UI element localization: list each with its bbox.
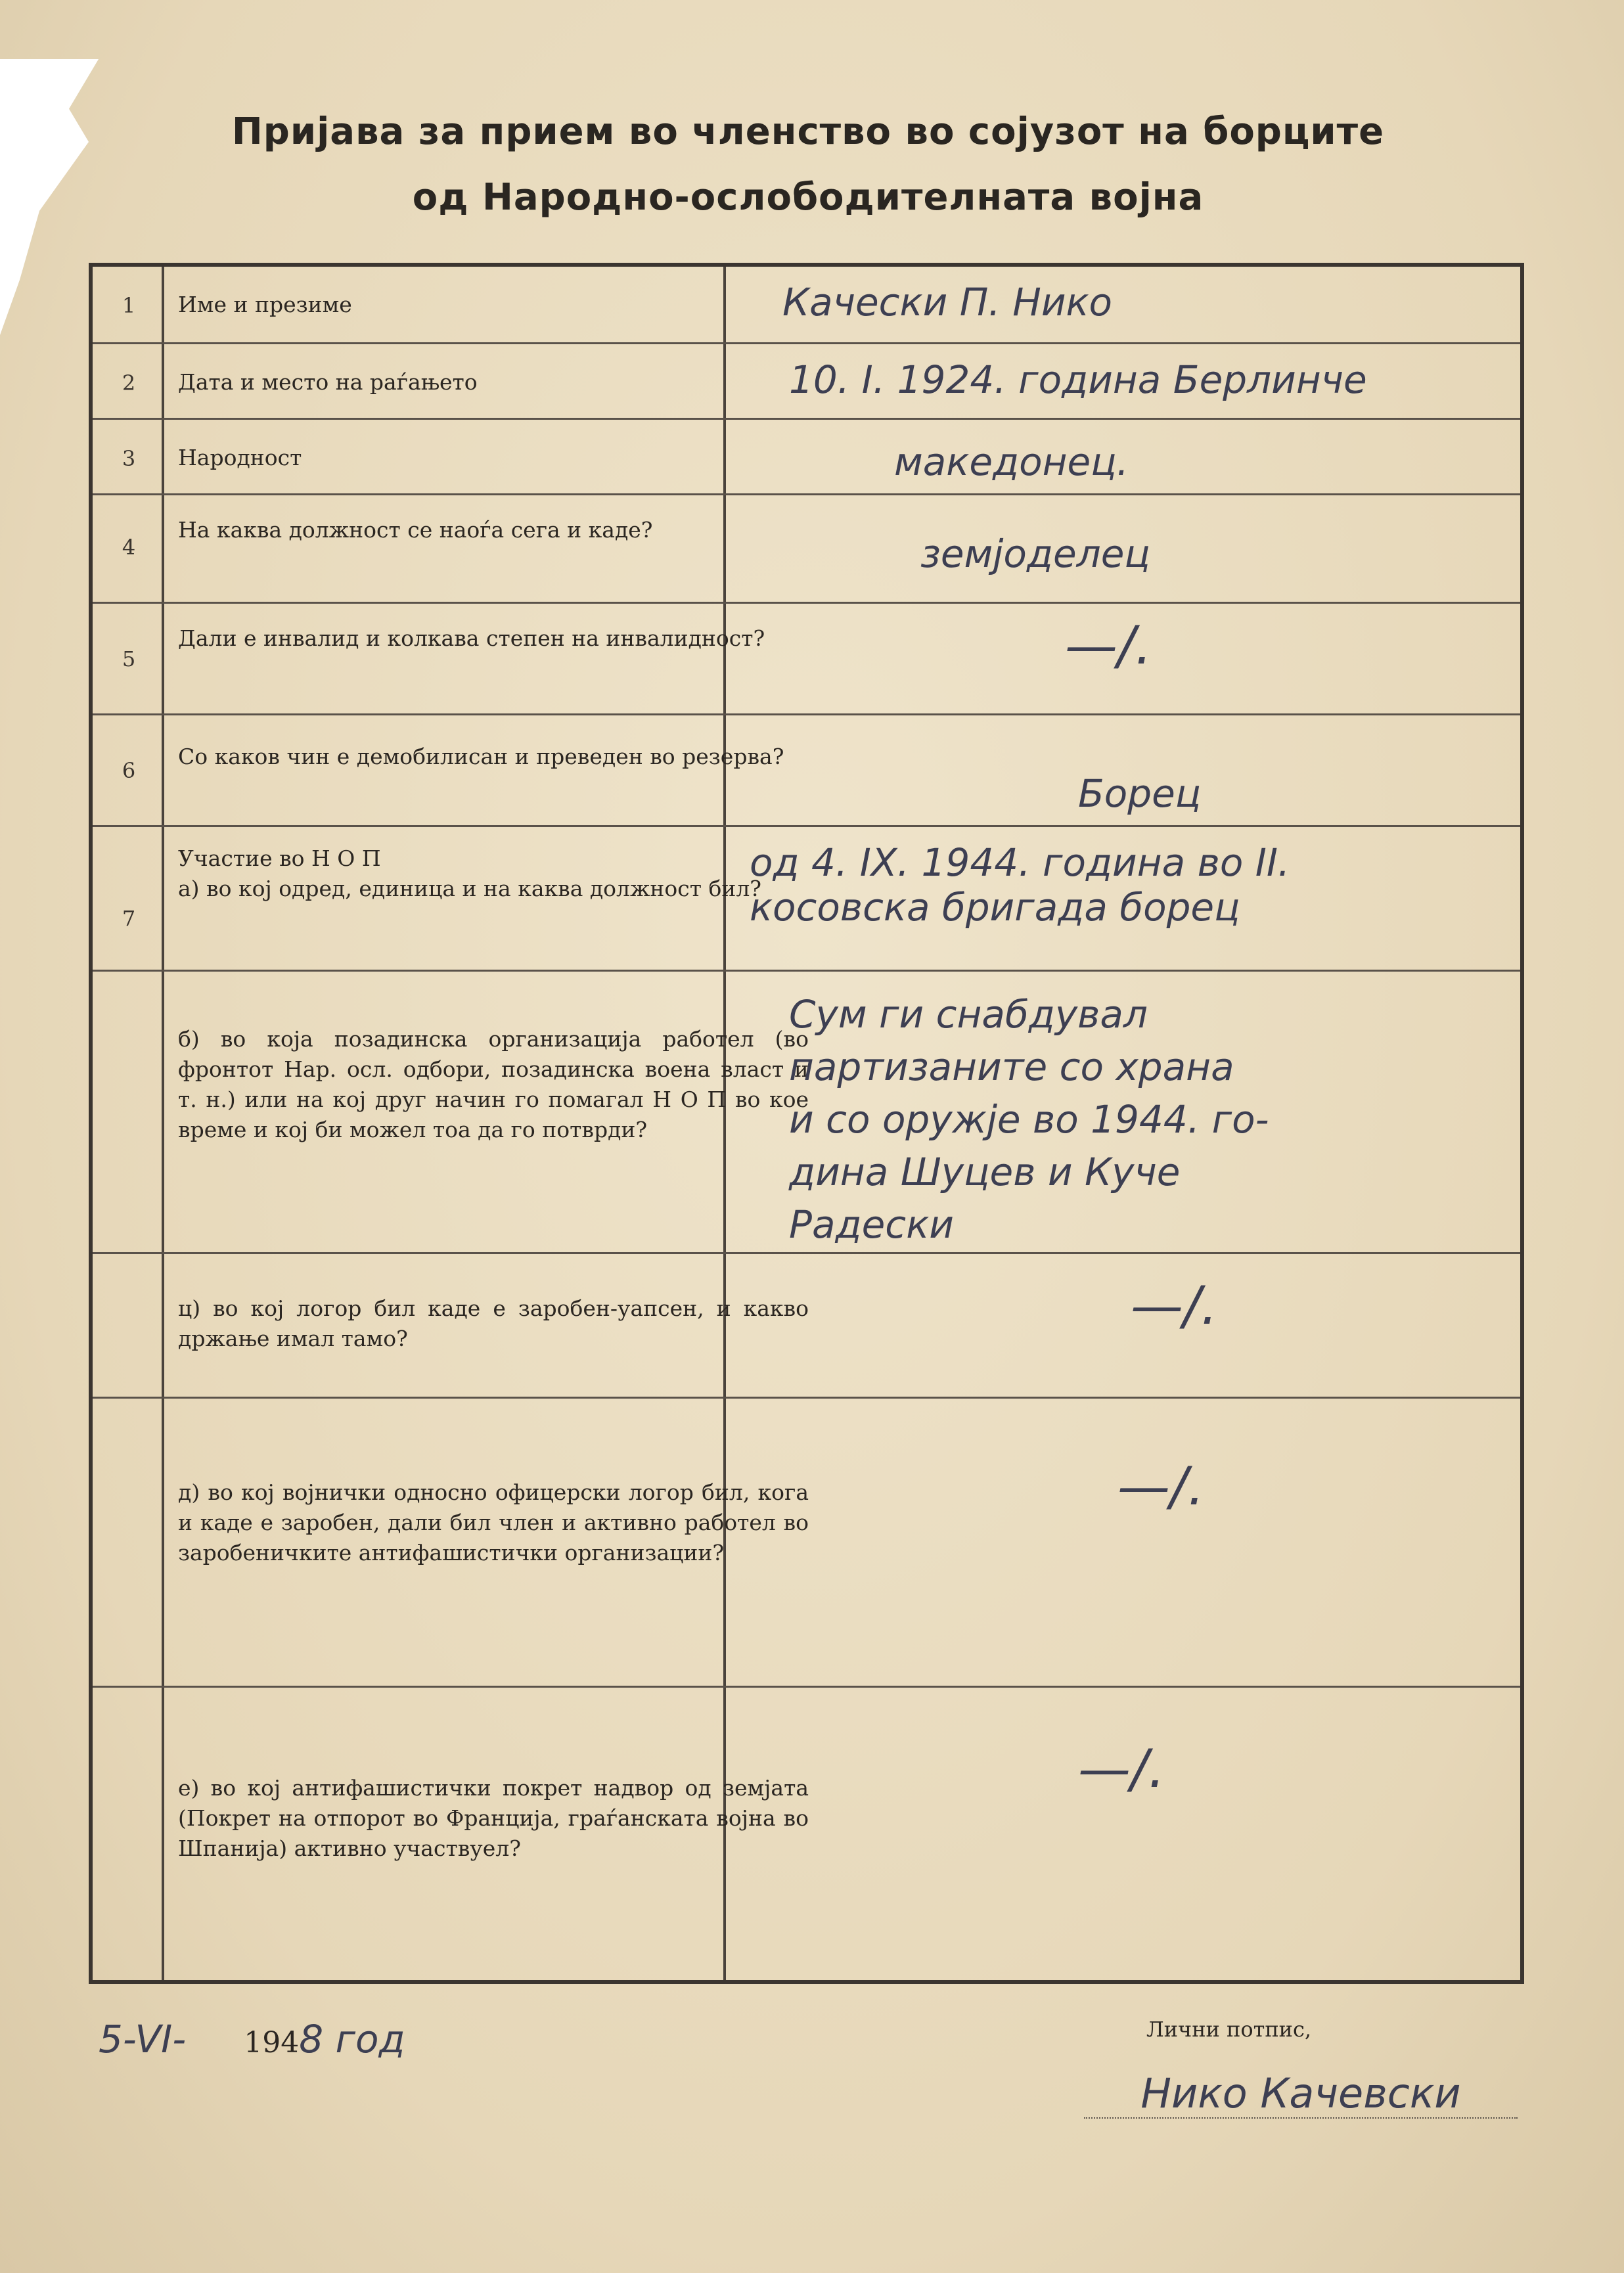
- form-title-line2: од Народно-ослободителната војна: [412, 176, 1204, 219]
- answer-handwritten: Борец: [1078, 771, 1202, 816]
- answer-handwritten: —/.: [1078, 1738, 1165, 1799]
- question-label: На каква должност се наоѓа сега и каде?: [178, 517, 653, 543]
- question-label: Дата и место на раѓањето: [178, 369, 478, 395]
- form-row-4: [93, 493, 1520, 604]
- form-row-7b: [93, 970, 1520, 1254]
- form-row-6: [93, 713, 1520, 827]
- form-row-2: [93, 342, 1520, 420]
- answer-handwritten: македонец.: [894, 439, 1129, 484]
- answer-handwritten: Сум ги снабдувал партизаните со храна и со оружје во 1944. го- дина Шуцев и Куче Радески: [789, 992, 1269, 1247]
- question-label: ц) во кој логор бил каде е заробен-уапсен, и какво држање имал тамо?: [178, 1295, 809, 1351]
- answer-handwritten: од 4. IX. 1944. година во II. косовска бригада борец: [750, 840, 1290, 930]
- row-number: 5: [122, 646, 136, 671]
- question-label: Со каков чин е демобилисан и преведен во резерва?: [178, 744, 784, 769]
- date-day-handwritten: 5-VI-: [99, 2017, 187, 2061]
- answer-handwritten: —/.: [1131, 1275, 1218, 1336]
- filing-date: [99, 2017, 405, 2061]
- form-row-1: [93, 267, 1520, 342]
- form-row-7d: [93, 1397, 1520, 1688]
- signature-label: Лични потпис,: [1146, 2017, 1312, 2042]
- row-number: 4: [122, 535, 136, 560]
- answer-handwritten: Качески П. Нико: [782, 280, 1113, 325]
- question-label: Име и презиме: [178, 292, 352, 317]
- row-number: 6: [122, 758, 136, 783]
- answer-handwritten: —/.: [1117, 1456, 1205, 1517]
- form-row-3: [93, 418, 1520, 495]
- question-label: е) во кој антифашистички покрет надвор од земјата (Покрет на отпорот во Франција, граѓанската војна во Шпанија) активно участвуел?: [178, 1775, 809, 1861]
- row-number: 3: [122, 446, 136, 471]
- date-year-printed: 194: [244, 2026, 300, 2059]
- answer-handwritten: земјоделец: [920, 531, 1150, 576]
- row-number: 2: [122, 371, 136, 395]
- question-label: Дали е инвалид и колкава степен на инвалидност?: [178, 625, 765, 651]
- row-number: 1: [122, 293, 136, 318]
- answer-handwritten: —/.: [1065, 615, 1152, 676]
- question-label: Участие во Н О П а) во кој одред, единица и на каква должност бил?: [178, 845, 761, 901]
- row-number: 7: [122, 906, 136, 931]
- form-title-line1: Пријава за прием во членство во сојузот на борците: [231, 110, 1385, 153]
- form-row-5: [93, 602, 1520, 715]
- answer-handwritten: 10. I. 1924. година Берлинче: [789, 357, 1367, 402]
- application-form-table: [89, 263, 1524, 1984]
- question-label: д) во кој војнички односно офицерски логор бил, кога и каде е заробен, дали бил член и активно работел во заробеничките антифашистички организации?: [178, 1479, 809, 1565]
- form-row-7c: [93, 1252, 1520, 1399]
- question-label: Народност: [178, 445, 302, 470]
- form-row-7a: [93, 825, 1520, 972]
- date-year-handwritten: 8 год: [299, 2017, 405, 2061]
- question-label: б) во која позадинска организација работел (во фронтот Нар. осл. одбори, позадинска воена власт и т. н.) или на кој друг начин го помагал Н О П во кое време и кој би можел тоа да го потврди?: [178, 1026, 809, 1142]
- form-row-7e: [93, 1686, 1520, 1987]
- signature-handwritten: Нико Качевски: [1084, 2069, 1518, 2119]
